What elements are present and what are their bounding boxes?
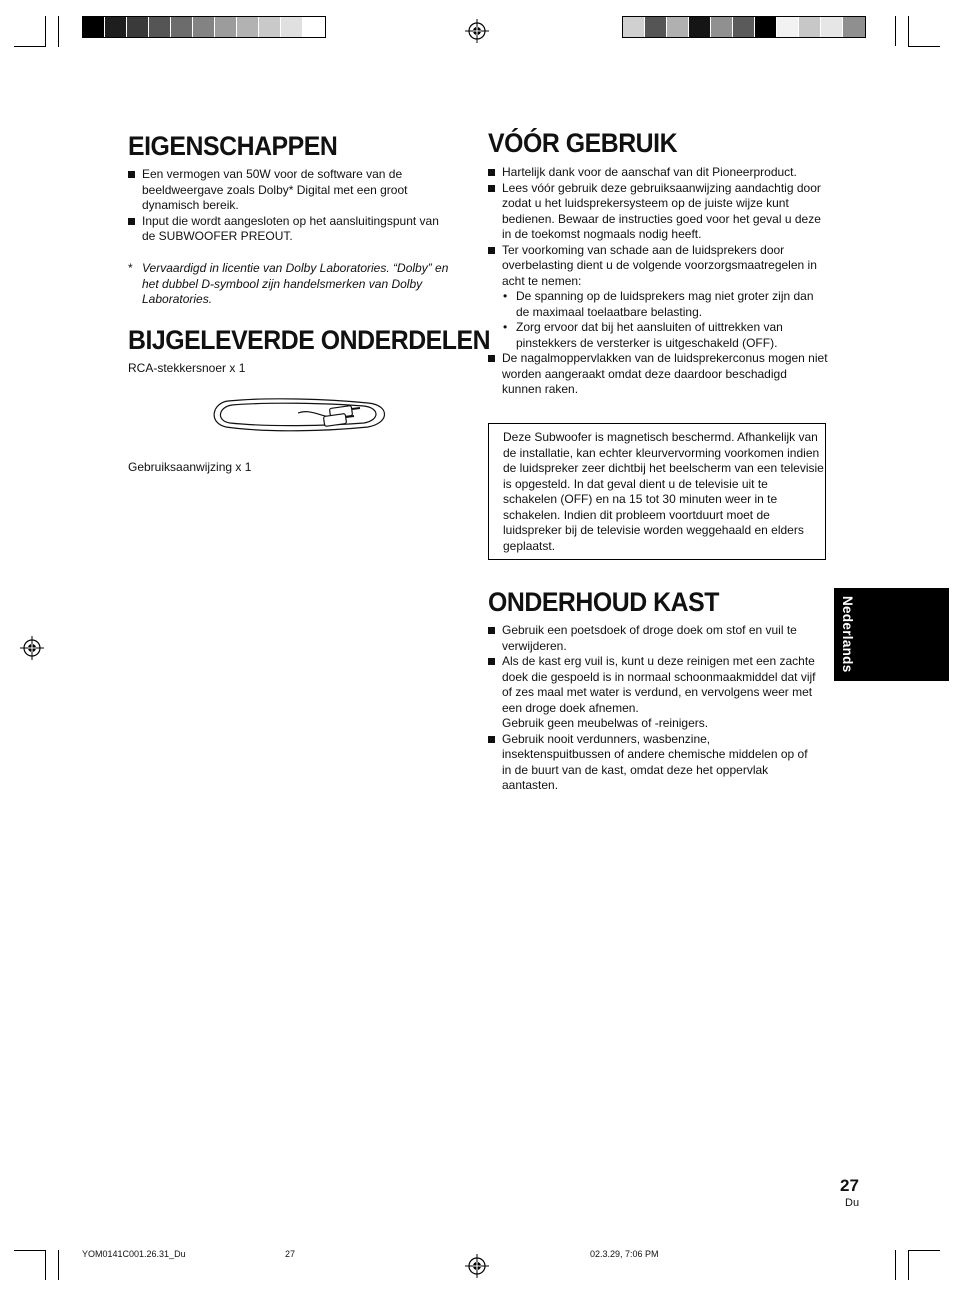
- crop-mark: [45, 16, 46, 46]
- color-swatch: [237, 17, 259, 37]
- color-bar-right: [622, 16, 866, 38]
- list-item-text: Ter voorkoming van schade aan de luidsprekers door overbelasting dient u de volgende voorzorgsmaatregelen in acht te nemen:: [502, 242, 817, 288]
- color-swatch: [667, 17, 689, 37]
- list-item: Gebruik een poetsdoek of droge doek om stof en vuil te verwijderen.: [488, 623, 818, 654]
- list-item: Een vermogen van 50W voor de software van de beeldweergave zoals Dolby* Digital met een groot dynamisch bereik.: [128, 167, 450, 214]
- list-item: Input die wordt aangesloten op het aansluitingspunt van de SUBWOOFER PREOUT.: [128, 214, 450, 245]
- crop-mark: [895, 16, 896, 46]
- eigenschappen-list: [128, 167, 450, 245]
- crop-mark: [45, 1250, 46, 1280]
- color-swatch: [149, 17, 171, 37]
- language-tab-label: Nederlands: [840, 596, 855, 673]
- sub-list: [502, 289, 828, 351]
- color-swatch: [755, 17, 777, 37]
- color-swatch: [303, 17, 325, 37]
- list-item: De nagalmoppervlakken van de luidsprekerconus mogen niet worden aangeraakt omdat deze daardoor beschadigd kunnen raken.: [488, 351, 828, 398]
- footnote-mark: *: [128, 261, 133, 275]
- footer-date: 02.3.29, 7:06 PM: [590, 1249, 659, 1259]
- crop-mark: [58, 1250, 59, 1280]
- color-swatch: [127, 17, 149, 37]
- list-item: Lees vóór gebruik deze gebruiksaanwijzing aandachtig door zodat u het luidsprekersysteem op de juiste wijze kunt bedienen. Bewaar de instructies goed voor het geval u deze in de toekomst nogmaals nodig heeft.: [488, 181, 828, 243]
- color-swatch: [83, 17, 105, 37]
- list-item-text: Als de kast erg vuil is, kunt u deze reinigen met een zachte doek die gespoeld is in normaal schoonmaakmiddel dat vijf of zes maal met water is verdund, en vervolgens weer met een droge doek afnemen.: [502, 654, 816, 715]
- accessory-rca-cord: RCA-stekkersnoer x 1: [128, 361, 246, 375]
- color-swatch: [799, 17, 821, 37]
- crop-mark: [908, 46, 940, 47]
- color-swatch: [281, 17, 303, 37]
- crop-mark: [58, 16, 59, 46]
- list-item: [488, 654, 818, 732]
- page-number: 27: [840, 1176, 859, 1195]
- color-swatch: [821, 17, 843, 37]
- magnetic-shield-notice: [488, 423, 826, 560]
- sub-item: • Zorg ervoor dat bij het aansluiten of uittrekken van pinstekkers de versterker is uitgeschakeld (OFF).: [502, 320, 828, 351]
- footer-file-name: YOM0141C001.26.31_Du: [82, 1249, 186, 1259]
- language-tab: [834, 588, 949, 681]
- color-swatch: [733, 17, 755, 37]
- page-language: Du: [845, 1197, 860, 1209]
- heading-onderhoud-kast: ONDERHOUD KAST: [488, 587, 719, 617]
- crop-mark: [895, 1250, 896, 1280]
- list-item: Hartelijk dank voor de aanschaf van dit Pioneerproduct.: [488, 165, 828, 181]
- color-swatch: [171, 17, 193, 37]
- crop-mark: [14, 46, 46, 47]
- crop-mark: [14, 1250, 46, 1251]
- heading-bijgeleverde-onderdelen: BIJGELEVERDE ONDERDELEN: [128, 325, 491, 355]
- onderhoud-list: [488, 623, 818, 794]
- color-swatch: [645, 17, 667, 37]
- color-swatch: [259, 17, 281, 37]
- color-swatch: [843, 17, 865, 37]
- color-swatch: [215, 17, 237, 37]
- list-item: [488, 243, 828, 352]
- color-swatch: [105, 17, 127, 37]
- list-item-text: Gebruik geen meubelwas of -reinigers.: [502, 716, 709, 730]
- crop-mark: [908, 1250, 909, 1280]
- registration-mark-icon: [465, 19, 489, 43]
- color-bar-left: [82, 16, 326, 38]
- footer-page: 27: [285, 1249, 296, 1259]
- registration-mark-icon: [20, 636, 44, 660]
- sub-item: • De spanning op de luidsprekers mag niet groter zijn dan de maximaal toelaatbare belasting.: [502, 289, 828, 320]
- crop-mark: [908, 1250, 940, 1251]
- color-swatch: [777, 17, 799, 37]
- list-item: Gebruik nooit verdunners, wasbenzine, insektenspuitbussen of andere chemische middelen op of in de buurt van de kast, omdat deze het oppervlak aantasten.: [488, 732, 818, 794]
- registration-mark-icon: [465, 1254, 489, 1278]
- crop-mark: [908, 16, 909, 46]
- notice-text: Deze Subwoofer is magnetisch beschermd. Afhankelijk van de installatie, kan echter kleurvervorming voorkomen indien de luidspreker zeer dichtbij het beelscherm van een televisie is opgesteld. In dat geval dient u de televisie uit te schakelen (OFF) en na 15 tot 30 minuten weer in te schakelen. Indien dit probleem voortduurt moet de luidspreker bij de televisie worden weggehaald en elders geplaatst.: [503, 430, 824, 553]
- color-swatch: [711, 17, 733, 37]
- voor-gebruik-list: [488, 165, 828, 398]
- color-swatch: [623, 17, 645, 37]
- heading-voor-gebruik: VÓÓR GEBRUIK: [488, 128, 678, 158]
- color-swatch: [193, 17, 215, 37]
- accessory-manual: Gebruiksaanwijzing x 1: [128, 460, 252, 474]
- crop-mark: [58, 46, 59, 47]
- rca-cable-icon: [208, 393, 390, 435]
- dolby-footnote: Vervaardigd in licentie van Dolby Laboratories. “Dolby” en het dubbel D-symbool zijn handelsmerken van Dolby Laboratories.: [142, 261, 449, 306]
- heading-eigenschappen: EIGENSCHAPPEN: [128, 131, 338, 161]
- color-swatch: [689, 17, 711, 37]
